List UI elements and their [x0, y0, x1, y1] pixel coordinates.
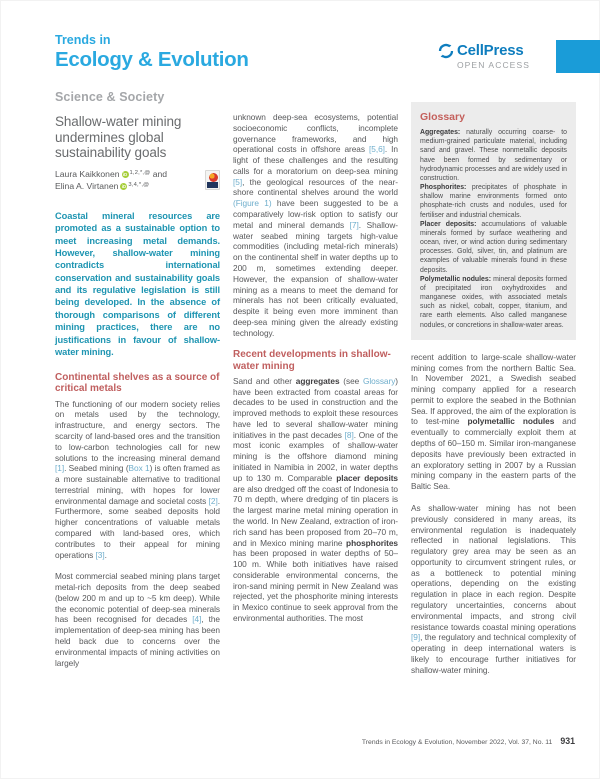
glossary-term: Polymetallic nodules:	[420, 275, 494, 283]
column-1	[55, 90, 220, 686]
citation-link[interactable]: [9]	[411, 632, 421, 643]
citation-link[interactable]: [4]	[192, 614, 202, 625]
glossary-term-ref: phosphorites	[346, 537, 398, 548]
section-heading-2: Recent developments in shallow-water mining	[233, 349, 391, 372]
citation-link[interactable]: [5]	[233, 176, 243, 187]
author-byline	[55, 169, 220, 193]
paragraph: unknown deep-sea ecosystems, potential socioeconomic conflicts, incomplete governance frameworks, and high operational costs in offshore areas [5,6]. In light of these challenges and the resulting calls for a moratorium on deep-sea mining [5], the geological resources of the near-shore continental shelves around the world (Figure 1) have been suggested to be a comparatively low-risk option to satisfy our metal and mineral demands [7]. Shallow-water seabed mining targets high-value commodities (including metal-rich minerals) on the continental shelf in water depths up to 200 m, sometimes extending deeper. However, the expansion of shallow-water mining as a means to meet the demand for minerals has not been critically evaluated, despite it being even more imminent than deep-sea mining given the already existing technology.	[233, 112, 399, 338]
author-affiliations: 1,2,*,@	[129, 169, 151, 176]
cellpress-logo-icon	[438, 43, 454, 59]
citation-link[interactable]: [2]	[208, 495, 218, 506]
glossary-term: Placer deposits:	[420, 220, 482, 228]
citation-link[interactable]: [3]	[95, 549, 105, 560]
page-footer	[362, 736, 575, 746]
open-access-label: OPEN ACCESS	[456, 60, 530, 70]
journal-brand-line2: Ecology & Evolution	[55, 47, 249, 71]
corner-accent-square	[556, 40, 600, 73]
paragraph: Most commercial seabed mining plans target metal-rich deposits from the deep seabed (below 200 m and up to ~5 km deep). While the economic potential of deep-sea minerals has been recognised for decades [4], the implementation of deep-sea mining has been held back due to concerns over the environmental impacts of mining activities on largely	[55, 571, 220, 668]
glossary-box	[411, 102, 576, 340]
publisher-name: CellPress	[456, 42, 524, 59]
section-heading-1: Continental shelves as a source of critical metals	[55, 372, 220, 395]
glossary-entry: Polymetallic nodules: mineral deposits formed of precipitated iron oxyhydroxides and manganese oxides, with associated metals such as nickel, cobalt, copper, titanium, and rare earth elements. Also called manganese nodules, or concretions in shallow-water areas.	[420, 275, 567, 329]
glossary-link[interactable]: Glossary	[362, 375, 396, 386]
glossary-term-ref: placer deposits	[336, 472, 398, 483]
author-affiliations: 3,4,*,@	[128, 181, 150, 188]
citation-link[interactable]: [8]	[344, 429, 354, 440]
journal-brand-line1: Trends in	[55, 33, 111, 47]
article-body	[55, 90, 576, 686]
citation-link[interactable]: [5,6]	[369, 144, 385, 155]
orcid-icon[interactable]: iD	[121, 183, 126, 189]
crossmark-band	[207, 182, 218, 188]
figure-link[interactable]: (Figure 1)	[233, 198, 272, 209]
glossary-term-ref: aggregates	[295, 375, 340, 386]
paragraph: recent addition to large-scale shallow-water mining comes from the northern Baltic Sea. In November 2021, a Swedish seabed mining company applied for a research permit to explore the seabed in the Bothnian Sea. If approved, the aim of the exploration is to test-mine polymetallic nodules and eventually to commercially exploit them at depths of 60–150 m. Similar iron-manganese deposits have previously been extracted in an exploratory setting in 2007 by a Russian mining company in the eastern parts of the Baltic Sea.	[411, 351, 576, 492]
footer-citation: Trends in Ecology & Evolution, November 2022, Vol. 37, No. 11	[361, 739, 553, 746]
paragraph: As shallow-water mining has not been previously considered in many areas, its environmental regulation is inadequately reflected in national legislations. This regulatory grey area may be seen as an opportunity to circumvent stringent rules, or as a bottleneck to potential mining operations, depending on the existing regulation in place in each region. Despite regulatory uncertainties, concerns about environmental impacts, and strong civil resistance towards coastal mining operations [9], the regulatory and technical complexity of operating in deep international waters is likely to encourage further initiatives for shallow-water mining.	[411, 502, 576, 675]
journal-brand	[55, 34, 249, 70]
column-2	[233, 90, 398, 686]
abstract-text: Coastal mineral resources are promoted as a sustainable option to meet increasing metal demands. However, shallow-water mining contradicts international conservation and sustainability goals and its regulative legislation is still being developed. In the absence of thorough comparisons of different mining practices, there are no justifications in favour of shallow-water mining.	[55, 210, 220, 357]
glossary-term-ref: polymetallic nodules	[467, 416, 555, 427]
crossmark-circle-icon	[209, 173, 218, 182]
page-header	[55, 34, 538, 70]
orcid-icon[interactable]: iD	[122, 171, 128, 177]
glossary-term: Aggregates:	[420, 129, 467, 136]
article-title: Shallow-water mining undermines global sustainability goals	[55, 114, 182, 161]
author-line-1: Laura Kaikkonen iD $^{1,2,*,@}$ and	[55, 168, 168, 179]
glossary-title: Glossary	[420, 111, 465, 123]
column-3	[411, 90, 576, 686]
glossary-entry: Phosphorites: precipitates of phosphate in shallow marine environments formed onto phosphate-rich crusts and nodules, used for fertiliser and industrial chemicals.	[420, 184, 567, 219]
glossary-entry: Placer deposits: accumulations of valuable minerals formed by surface weathering and ocean, river, or wind action during sedimentary processes. Gold, silver, tin, and platinum are examples of valuable minerals found in these deposits.	[420, 220, 567, 274]
box-link[interactable]: Box 1	[128, 463, 150, 474]
author-line-2: Elina A. Virtanen iD $^{3,4,*,@}$	[55, 180, 150, 191]
citation-link[interactable]: [7]	[349, 219, 359, 230]
check-for-updates-badge[interactable]	[205, 170, 220, 190]
paragraph: The functioning of our modern society relies on metals used by the technology, infrastructure, and energy sectors. The scarcity of land-based ores and the transition to low-carbon technologies call for new solutions to the increasing mineral demand [1]. Seabed mining (Box 1) is often framed as a more sustainable alternative to traditional terrestrial mining, with hopes for lower environmental damage and societal costs [2]. Furthermore, some seabed deposits hold higher concentrations of valuable metals compared with land-based ores, which contributes to their appeal for mining operations [3].	[55, 398, 220, 560]
article-category: Science & Society	[55, 90, 165, 104]
page-number: 931	[560, 736, 575, 746]
citation-link[interactable]: [1]	[55, 463, 65, 474]
glossary-term: Phosphorites:	[420, 184, 472, 192]
paragraph: Sand and other aggregates (see Glossary) have been extracted from coastal areas for decades to be used in construction and the improved methods to exploit these resources have led to several shallow-water mining initiatives in the past decades [8]. One of the most iconic examples of shallow-water mining is the offshore diamond mining initiated in Namibia in 2002, in water depths up to 130 m. Comparable placer deposits are also dredged off the coast of Indonesia to 70 m depth, where dredging of tin placers is the largest marine metal mining operation in the world. In New Zealand, extraction of iron-rich sand has been proposed from 20–70 m, and in Mexico mining marine phosphorites has been proposed in water depths of 50–100 m. While both initiatives have raised considerable environmental concerns, the iron-sand mining permit in New Zealand was rejected, yet the phosphorite mining interests in Mexico continue to seek approval from the environmental authorities. The most	[233, 375, 399, 623]
publisher-logo	[438, 42, 530, 70]
glossary-entry: Aggregates: naturally occurring coarse- to medium-grained particulate material, including sand and gravel. These nonmetallic deposits have been formed by sedimentary or hydrodynamic processes and are widely used in construction.	[420, 129, 567, 182]
